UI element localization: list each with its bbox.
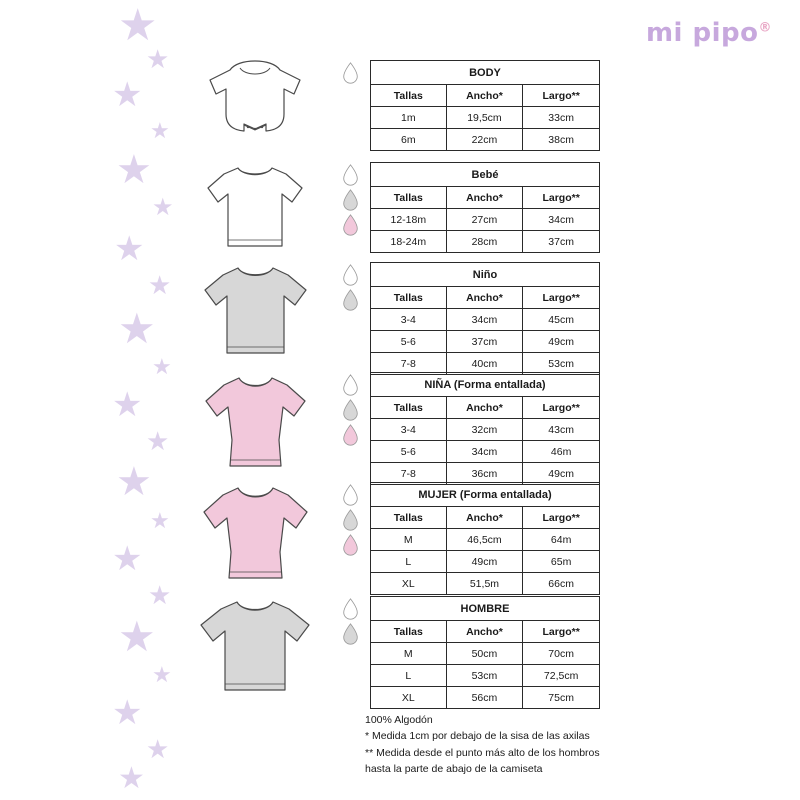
cell-width: 27cm [446, 209, 523, 231]
cell-size: L [371, 551, 447, 573]
cell-width: 34cm [446, 309, 523, 331]
table-header-row [371, 621, 600, 643]
cell-length: 37cm [523, 231, 600, 253]
footnotes [365, 712, 600, 777]
table-row [371, 231, 600, 253]
cell-width: 34cm [446, 441, 523, 463]
registered-mark: ® [758, 20, 772, 36]
table-row [371, 107, 600, 129]
cell-length: 49cm [523, 463, 600, 485]
cell-width: 56cm [446, 687, 523, 709]
drop-icon-white [342, 484, 359, 506]
color-swatches-nina [330, 368, 370, 449]
column-header: Ancho* [446, 507, 523, 529]
table-header-row [371, 85, 600, 107]
cell-length: 38cm [523, 129, 600, 151]
table-title: BODY [371, 61, 600, 85]
cell-length: 45cm [523, 309, 600, 331]
cell-length: 65m [523, 551, 600, 573]
cell-length: 34cm [523, 209, 600, 231]
cell-width: 53cm [446, 665, 523, 687]
table-header-row [371, 397, 600, 419]
table-row [371, 643, 600, 665]
star-icon: ★ [118, 762, 145, 795]
drop-icon-white [342, 62, 359, 84]
cell-size: M [371, 643, 447, 665]
star-icon: ★ [150, 118, 170, 143]
column-header: Largo** [523, 187, 600, 209]
table-row [371, 665, 600, 687]
size-table-mujer [370, 482, 600, 595]
garment-illustration-tshirt-grey [180, 258, 330, 363]
size-row-nino [180, 258, 800, 375]
cell-size: 5-6 [371, 331, 447, 353]
cell-size: 3-4 [371, 419, 447, 441]
column-header: Largo** [523, 85, 600, 107]
table-row [371, 309, 600, 331]
drop-icon-grey [342, 399, 359, 421]
column-header: Tallas [371, 85, 447, 107]
cell-width: 46,5cm [446, 529, 523, 551]
column-header: Largo** [523, 507, 600, 529]
star-icon: ★ [148, 580, 172, 610]
table-title: Niño [371, 263, 600, 287]
cell-length: 70cm [523, 643, 600, 665]
garment-illustration-onesie [180, 56, 330, 146]
size-row-bebe [180, 158, 800, 258]
cell-width: 28cm [446, 231, 523, 253]
cell-length: 66cm [523, 573, 600, 595]
footnote-line: * Medida 1cm por debajo de la sisa de las axilas [365, 730, 590, 743]
cell-length: 72,5cm [523, 665, 600, 687]
star-icon: ★ [116, 460, 152, 504]
footnote-line: hasta la parte de abajo de la camiseta [365, 762, 543, 775]
cell-length: 46m [523, 441, 600, 463]
size-table-nino [370, 262, 600, 375]
star-icon: ★ [118, 613, 156, 660]
cell-length: 53cm [523, 353, 600, 375]
column-header: Ancho* [446, 187, 523, 209]
column-header: Ancho* [446, 287, 523, 309]
cell-size: 6m [371, 129, 447, 151]
table-title-row [371, 373, 600, 397]
cell-length: 49cm [523, 331, 600, 353]
cell-width: 36cm [446, 463, 523, 485]
size-row-hombre [180, 592, 800, 709]
table-title-row [371, 597, 600, 621]
drop-icon-white [342, 374, 359, 396]
cell-length: 75cm [523, 687, 600, 709]
cell-length: 43cm [523, 419, 600, 441]
table-title: MUJER (Forma entallada) [371, 483, 600, 507]
column-header: Ancho* [446, 397, 523, 419]
table-row [371, 331, 600, 353]
cell-size: 12-18m [371, 209, 447, 231]
table-header-row [371, 287, 600, 309]
column-header: Tallas [371, 287, 447, 309]
garment-illustration-tshirt-white [180, 158, 330, 258]
color-swatches-body [330, 56, 370, 87]
star-icon: ★ [112, 694, 143, 732]
drop-icon-grey [342, 623, 359, 645]
column-header: Tallas [371, 187, 447, 209]
cell-length: 33cm [523, 107, 600, 129]
table-row [371, 419, 600, 441]
cell-width: 37cm [446, 331, 523, 353]
table-row [371, 129, 600, 151]
drop-icon-grey [342, 189, 359, 211]
color-swatches-bebe [330, 158, 370, 239]
drop-icon-white [342, 164, 359, 186]
drop-icon-pink [342, 534, 359, 556]
color-swatches-nino [330, 258, 370, 314]
cell-size: 3-4 [371, 309, 447, 331]
drop-icon-white [342, 264, 359, 286]
cell-size: L [371, 665, 447, 687]
color-swatches-mujer [330, 478, 370, 559]
table-title-row [371, 483, 600, 507]
cell-size: 7-8 [371, 353, 447, 375]
drop-icon-pink [342, 214, 359, 236]
table-row [371, 551, 600, 573]
cell-size: 1m [371, 107, 447, 129]
garment-illustration-tshirt-grey [180, 592, 330, 700]
cell-size: 5-6 [371, 441, 447, 463]
drop-icon-white [342, 598, 359, 620]
star-icon: ★ [152, 194, 174, 221]
table-row [371, 687, 600, 709]
table-title: Bebé [371, 163, 600, 187]
column-header: Tallas [371, 397, 447, 419]
cell-width: 22cm [446, 129, 523, 151]
size-row-nina [180, 368, 800, 485]
cell-size: 18-24m [371, 231, 447, 253]
star-icon: ★ [112, 540, 143, 578]
cell-width: 49cm [446, 551, 523, 573]
cell-width: 50cm [446, 643, 523, 665]
star-icon: ★ [152, 354, 172, 379]
cell-length: 64m [523, 529, 600, 551]
table-title-row [371, 61, 600, 85]
column-header: Largo** [523, 397, 600, 419]
column-header: Largo** [523, 621, 600, 643]
drop-icon-pink [342, 424, 359, 446]
garment-illustration-tshirt-pink-fitted [180, 368, 330, 476]
drop-icon-grey [342, 289, 359, 311]
footnote-line: 100% Algodón [365, 714, 433, 726]
table-header-row [371, 507, 600, 529]
cell-width: 51,5m [446, 573, 523, 595]
column-header: Tallas [371, 507, 447, 529]
table-header-row [371, 187, 600, 209]
table-row [371, 529, 600, 551]
star-icon: ★ [118, 1, 158, 50]
star-icon: ★ [152, 662, 172, 687]
garment-illustration-tshirt-pink-fitted [180, 478, 330, 588]
table-title-row [371, 163, 600, 187]
color-swatches-hombre [330, 592, 370, 648]
table-row [371, 209, 600, 231]
column-header: Tallas [371, 621, 447, 643]
table-row [371, 441, 600, 463]
star-icon: ★ [150, 508, 170, 533]
footnote-line: ** Medida desde el punto más alto de los hombros [365, 746, 600, 759]
star-icon: ★ [146, 734, 170, 764]
cell-size: XL [371, 687, 447, 709]
size-row-mujer [180, 478, 800, 595]
cell-width: 32cm [446, 419, 523, 441]
star-icon: ★ [112, 386, 143, 424]
star-icon: ★ [116, 148, 152, 192]
table-title: HOMBRE [371, 597, 600, 621]
drop-icon-grey [342, 509, 359, 531]
cell-size: XL [371, 573, 447, 595]
column-header: Largo** [523, 287, 600, 309]
table-title: NIÑA (Forma entallada) [371, 373, 600, 397]
cell-size: 7-8 [371, 463, 447, 485]
table-title-row [371, 263, 600, 287]
brand-name: mi pipo [645, 18, 759, 48]
column-header: Ancho* [446, 85, 523, 107]
size-table-nina [370, 372, 600, 485]
cell-width: 40cm [446, 353, 523, 375]
column-header: Ancho* [446, 621, 523, 643]
size-row-body [180, 56, 800, 151]
cell-width: 19,5cm [446, 107, 523, 129]
size-table-body [370, 60, 600, 151]
star-icon: ★ [112, 76, 143, 114]
star-icon: ★ [148, 270, 172, 300]
size-table-bebe [370, 162, 600, 253]
star-icon: ★ [114, 230, 145, 268]
size-table-hombre [370, 596, 600, 709]
star-icon: ★ [146, 44, 170, 74]
star-icon: ★ [118, 305, 156, 352]
cell-size: M [371, 529, 447, 551]
star-icon: ★ [146, 426, 170, 456]
